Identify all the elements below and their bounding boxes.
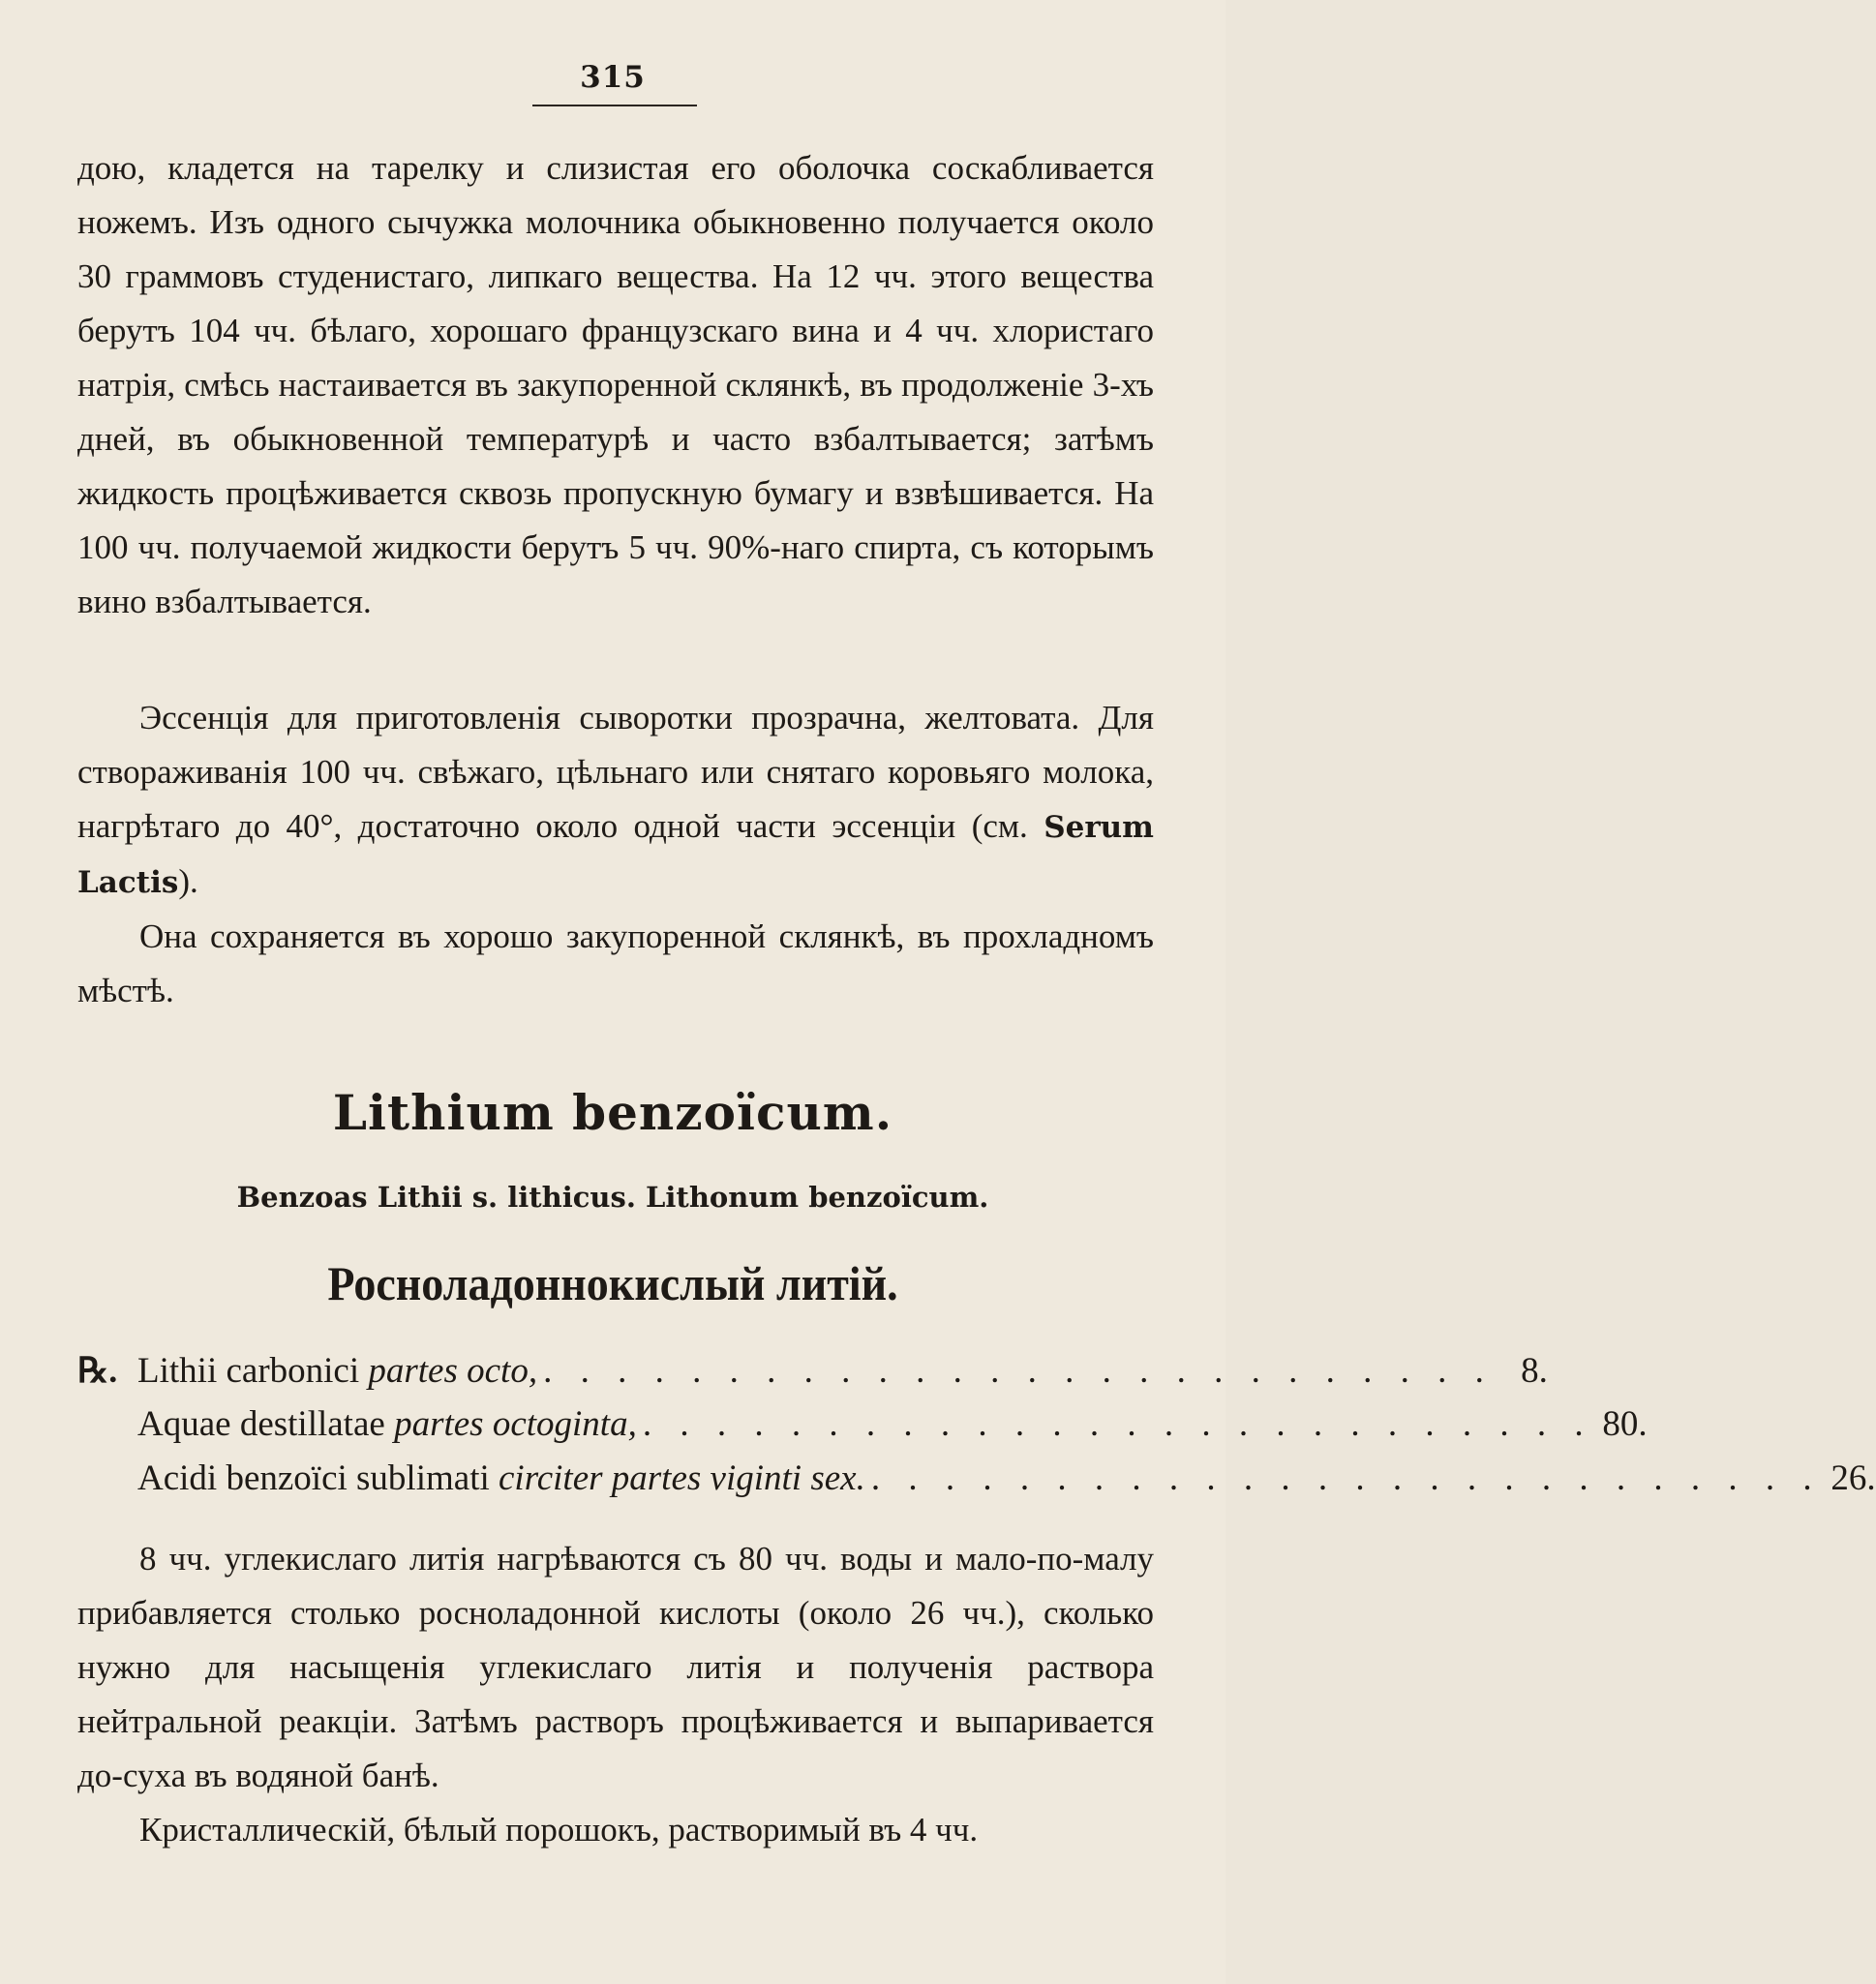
header-rule xyxy=(532,105,697,106)
preparation-text xyxy=(77,1532,1154,1857)
ingredient-name: Lithii carbonici xyxy=(137,1351,369,1391)
leader-dots: . . . . . . . . . . . . . . . . . . . . . . . . . . xyxy=(543,1351,1494,1391)
paragraph-description: Кристаллическій, бѣлый порошокъ, растворимый въ 4 чч. xyxy=(139,1811,979,1849)
recipe-row xyxy=(77,1398,1648,1452)
recipe-row xyxy=(77,1343,1548,1398)
cross-reference: Serum Lactis xyxy=(77,810,1154,900)
ingredient-name: Aquae destillatae xyxy=(137,1404,395,1444)
ingredient xyxy=(137,1452,865,1506)
paragraph-rennet-preparation: дою, кладется на тарелку и слизистая его оболочка соскабливается ножемъ. Изъ одного сычужка молочника обыкновенно получается около 30 граммовъ студенистаго, липкаго вещества. На 12 чч. этого вещества берутъ 104 чч. бѣлаго, хорошаго французскаго вина и 4 чч. хлористаго натрія, смѣсь настаивается въ закупоренной склянкѣ, въ продолженіе 3-хъ дней, въ обыкновенной температурѣ и часто взбалтывается; затѣмъ жидкость процѣживается сквозь пропускную бумагу и взвѣшивается. На 100 чч. получаемой жидкости берутъ 5 чч. 90%-наго спирта, съ которымъ вино взбалтывается. xyxy=(77,149,1154,620)
ingredient-amount-words: circiter partes viginti sex. xyxy=(499,1458,865,1498)
continuation-text xyxy=(77,141,1154,629)
page-number: 315 xyxy=(580,60,646,95)
article-synonyms: Benzoas Lithii s. lithicus. Lithonum benzoïcum. xyxy=(236,1181,989,1214)
essence-text-start: Эссенція для приготовленія сыворотки прозрачна, желтовата. Для створаживанія 100 чч. свѣжаго, цѣльнаго или снятаго коровьяго молока, нагрѣтаго до 40°, достаточно около одной части эссенціи (см. xyxy=(77,699,1154,845)
ingredient-quantity: 26. xyxy=(1831,1458,1876,1498)
article-russian-name: Росноладоннокислый литій. xyxy=(327,1256,898,1311)
ingredient-name: Acidi benzoïci sublimati xyxy=(137,1458,499,1498)
recipe-symbol: ℞. xyxy=(77,1351,118,1390)
essence-text-end: ). xyxy=(178,862,198,900)
leader-dots: . . . . . . . . . . . . . . . . . . . . . . . . . . xyxy=(642,1404,1593,1444)
storage-text xyxy=(77,910,1154,1018)
ingredient-quantity: 80. xyxy=(1602,1404,1648,1444)
recipe-row xyxy=(77,1452,1876,1506)
paragraph-essence-properties xyxy=(77,691,1154,910)
leader-dots: . . . . . . . . . . . . . . . . . . . . . . . . . . xyxy=(870,1458,1822,1498)
ingredient xyxy=(137,1398,637,1452)
article-title: Lithium benzoïcum. xyxy=(332,1084,893,1141)
paragraph-storage: Она сохраняется въ хорошо закупоренной склянкѣ, въ прохладномъ мѣстѣ. xyxy=(77,917,1154,1009)
essence-text xyxy=(77,691,1154,910)
ingredient-amount-words: partes octo, xyxy=(368,1351,538,1391)
paragraph-preparation: 8 чч. углекислаго литія нагрѣваются съ 80 чч. воды и мало-по-малу прибавляется столько росноладонной кислоты (около 26 чч.), сколько нужно для насыщенія углекислаго литія и полученія раствора нейтральной реакціи. Затѣмъ растворъ процѣживается и выпаривается до-суха въ водяной банѣ. xyxy=(77,1540,1154,1794)
ingredient-amount-words: partes octoginta, xyxy=(394,1404,637,1444)
ingredient-quantity: 8. xyxy=(1521,1351,1548,1391)
ingredient xyxy=(137,1344,537,1398)
recipe xyxy=(77,1343,1876,1506)
